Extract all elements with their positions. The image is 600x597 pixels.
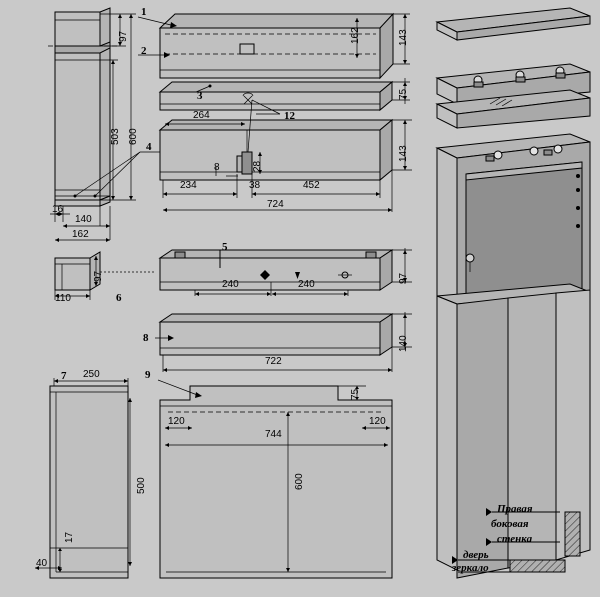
legend-line-3: стенка [497,533,533,545]
dimension-250: 250 [83,369,100,380]
part-number-4: 4 [146,141,152,153]
dimension-162: 162 [350,27,361,44]
top-panel-view [138,14,410,78]
part-number-3: 3 [197,90,203,102]
dimension-500: 500 [136,477,147,494]
dimension-17: 17 [64,531,75,543]
dimension-140-left: 140 [75,214,92,225]
dimension-600-left: 600 [128,128,139,145]
dimension-162-left: 162 [72,229,89,240]
dimension-234: 234 [180,180,197,191]
dimension-724: 724 [267,199,284,210]
dimension-97-mid: 97 [398,272,409,284]
legend-line-4: дверь [463,549,489,561]
legend-line-2: боковая [491,518,529,530]
dimension-140-mid: 140 [398,335,409,352]
part-number-6: 6 [116,292,122,304]
dimension-110: 110 [55,293,71,304]
dimension-120-left: 120 [168,416,185,427]
dimension-16: 16 [52,204,64,215]
left-side-view [48,8,165,242]
dimension-600-front: 600 [294,473,305,490]
dimension-40: 40 [36,558,48,569]
dimension-28: 28 [252,160,263,172]
dimension-240-a: 240 [222,279,239,290]
dimension-97-small: 97 [93,270,104,282]
part-number-1: 1 [141,6,147,18]
part-number-12: 12 [284,110,295,122]
dimension-38: 38 [249,180,261,191]
dimension-8: 8 [214,162,220,173]
part-number-8: 8 [143,332,149,344]
lower-panel-view [155,312,412,372]
dimension-143-mid: 143 [398,145,409,162]
dimension-97-left: 97 [118,30,129,42]
dimension-722: 722 [265,356,282,367]
legend-line-1: Правая [497,503,533,515]
dimension-744: 744 [265,429,282,440]
middle-rail-view [160,248,412,296]
front-left-narrow-view [35,378,132,578]
front-large-view [158,380,392,578]
part-number-2: 2 [141,45,147,57]
part-number-5: 5 [222,241,228,253]
dimension-240-b: 240 [298,279,315,290]
legend-line-5: зеркало [452,562,489,574]
dimension-75-front: 75 [350,388,361,400]
dimension-503: 503 [110,128,121,145]
part-number-9: 9 [145,369,151,381]
dimension-264: 264 [193,110,210,121]
isometric-assembly-view [437,8,590,578]
dimension-452: 452 [303,180,320,191]
dimension-75: 75 [398,88,409,100]
dimension-143-top: 143 [398,29,409,46]
dimension-120-right: 120 [369,416,386,427]
part-number-7: 7 [61,370,67,382]
